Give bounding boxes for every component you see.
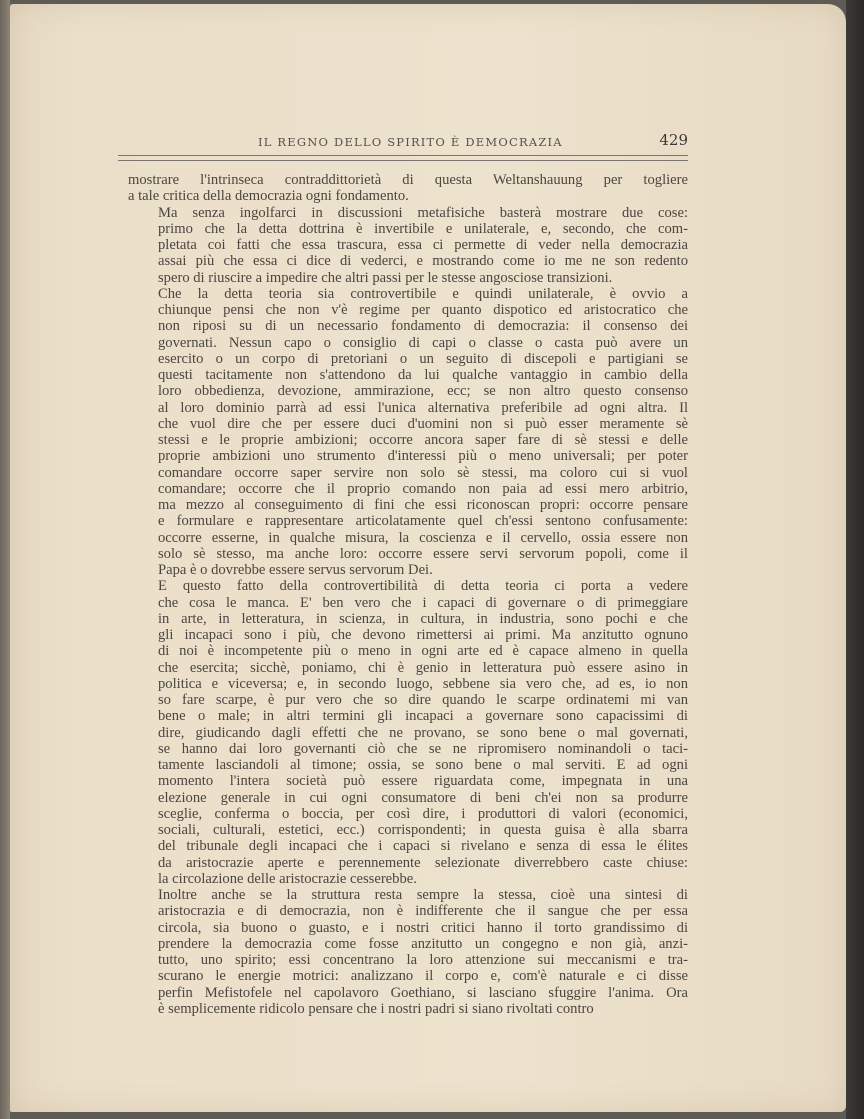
text-line: E questo fatto della controvertibilità di detta teoria ci porta a vedere: [158, 578, 688, 595]
text-line: la circolazione delle aristocrazie cesserebbe.: [158, 870, 417, 887]
text-line: so fare scarpe, è pur vero che so dire quando le scarpe ordinatemi mi van: [158, 692, 688, 708]
text-line: sceglie, conferma o boccia, per così dire, i produttori di valori (economici,: [158, 805, 688, 822]
text-line: stessi e le proprie ambizioni; occorre ancora saper fare di sè stessi e delle: [158, 432, 688, 448]
text-line: governati. Nessun capo o consiglio di capi o classe o casta può avere un: [158, 334, 688, 351]
body-text: [128, 172, 688, 1017]
text-line: se hanno dai loro governanti ciò che se ne ripromisero nominandoli o taci-: [158, 740, 688, 757]
text-line: mostrare l'intrinseca contraddittorietà di questa Weltanshauung per togliere: [128, 172, 688, 188]
page-header: [118, 131, 688, 153]
paragraph: [128, 578, 688, 887]
paragraph: [128, 172, 688, 205]
paragraph: [128, 205, 688, 286]
text-line: occorre esserne, in qualche misura, la coscienza e il cervello, ossia essere non: [158, 529, 688, 546]
text-line: ma mezzo al conseguimento di fini che essi riconoscan propri: occorre pensare: [158, 497, 688, 513]
text-line: momento l'intera società può essere riguardata come, impegnata in una: [158, 773, 688, 790]
text-line: comandare; occorre che il proprio comando non paia ad essi mero arbitrio,: [158, 480, 688, 497]
text-line: Che la detta teoria sia controvertibile e quindi unilaterale, è ovvio a: [158, 285, 688, 302]
text-line: di noi è incompetente più o meno in ogni arte ed è capace almeno in quella: [158, 643, 688, 660]
text-line: chiunque pensi che non v'è regime per quanto dispotico ed aristocratico che: [158, 302, 688, 318]
text-line: che cosa le manca. E' ben vero che i capaci di governare o di primeggiare: [158, 594, 688, 611]
text-line: proprie ambizioni uno strumento d'interessi più o meno universali; per poter: [158, 448, 688, 465]
text-line: perfin Mefistofele nel capolavoro Goethiano, si lasciano sfuggire l'anima. Ora: [158, 984, 688, 1001]
text-line: solo sè stesso, ma anche loro: occorre essere servi servorum popoli, come il: [158, 545, 688, 562]
text-line: Ma senza ingolfarci in discussioni metafisiche basterà mostrare due cose:: [158, 204, 688, 221]
text-line: scurano le energie motrici: analizzano il corpo e, com'è naturale e ci disse: [158, 968, 688, 985]
text-line: Inoltre anche se la struttura resta sempre la stessa, cioè una sintesi di: [158, 887, 688, 903]
text-line: che vuol dire che per essere duci d'uomini non si può esser meramente sè: [158, 415, 688, 432]
text-line: gli incapaci sono i più, che devono rimettersi ai primi. Ma anzitutto ognuno: [158, 627, 688, 643]
text-line: in arte, in letteratura, in scienza, in cultura, in industria, sono pochi e che: [158, 610, 688, 627]
book-edge: [846, 0, 864, 1119]
page-number: 429: [659, 131, 688, 149]
text-line: che esercita; sicchè, poniamo, chi è genio in letteratura può essere asino in: [158, 659, 688, 676]
text-line: prendere la democrazia come fosse anzitutto un congegno e non già, anzi-: [158, 935, 688, 952]
text-line: questi tacitamente non s'attendono da lui qualche vantaggio in cambio della: [158, 367, 688, 383]
text-line: sociali, culturali, estetici, ecc.) corrispondenti; in questa guisa è alla sbarra: [158, 822, 688, 838]
text-line: al loro dominio parrà ad essi l'unica alternativa preferibile ad ogni altra. Il: [158, 399, 688, 416]
text-line: primo che la detta dottrina è invertibile e unilaterale, e, secondo, che com-: [158, 220, 688, 237]
text-line: non riposi su di un necessario fondamento di democrazia: il consenso dei: [158, 318, 688, 335]
text-line: esercito o un corpo di pretoriani o un seguito di discepoli e partigiani se: [158, 350, 688, 367]
book-gutter: [0, 0, 10, 1119]
header-rule: [118, 155, 688, 161]
text-line: aristocrazia e di democrazia, non è indifferente che il sangue che per essa: [158, 903, 688, 920]
text-line: assai più che essa ci dice di vederci, e mostrando come io me ne son redento: [158, 253, 688, 270]
text-line: comandare occorre saper servire non solo sè stessi, ma coloro cui si vuol: [158, 464, 688, 481]
paragraph: [128, 887, 688, 1017]
text-line: dire, giudicando dagli effetti che ne provano, se sono bene o mal governati,: [158, 724, 688, 741]
running-head: IL REGNO DELLO SPIRITO È DEMOCRAZIA: [258, 135, 563, 149]
paragraph: [128, 286, 688, 579]
text-line: a tale critica della democrazia ogni fondamento.: [128, 188, 409, 205]
text-line: politica e viceversa; e, in secondo luogo, sebbene sia vero che, ad es, io non: [158, 675, 688, 692]
text-line: da aristocrazie aperte e perennemente selezionate diverrebbero caste chiuse:: [158, 854, 688, 871]
text-line: è semplicemente ridicolo pensare che i nostri padri si siano rivoltati contro: [158, 1000, 594, 1017]
text-line: del tribunale degli incapaci che i capaci si rivelano e senza di essa le élites: [158, 838, 688, 855]
text-line: tutto, uno spirito; essi concentrano la loro attenzione sui meccanismi e tra-: [158, 952, 688, 968]
text-line: spero di riuscire a impedire che altri passi per le stesse angosciose transizioni.: [158, 269, 613, 286]
text-line: tamente lasciandoli al timone; ossia, se sono bene o mal serviti. E ad ogni: [158, 757, 688, 773]
text-line: Papa è o dovrebbe essere servus servorum Dei.: [158, 562, 433, 578]
text-line: bene o male; in altri termini gli incapaci a governare sono capacissimi di: [158, 708, 688, 725]
text-line: loro obbedienza, devozione, ammirazione, ecc; se non altro questo consenso: [158, 383, 688, 400]
text-line: e formulare e rappresentare articolatamente quel ch'essi sentono confusamente:: [158, 513, 688, 530]
text-line: elezione generale in cui ogni consumatore di beni ch'ei non sa produrre: [158, 789, 688, 806]
text-line: pletata coi fatti che essa trascura, essa ci permette di veder nella democrazia: [158, 237, 688, 253]
text-line: circola, sia buono o guasto, e i nostri critici hanno il torto grandissimo di: [158, 919, 688, 936]
